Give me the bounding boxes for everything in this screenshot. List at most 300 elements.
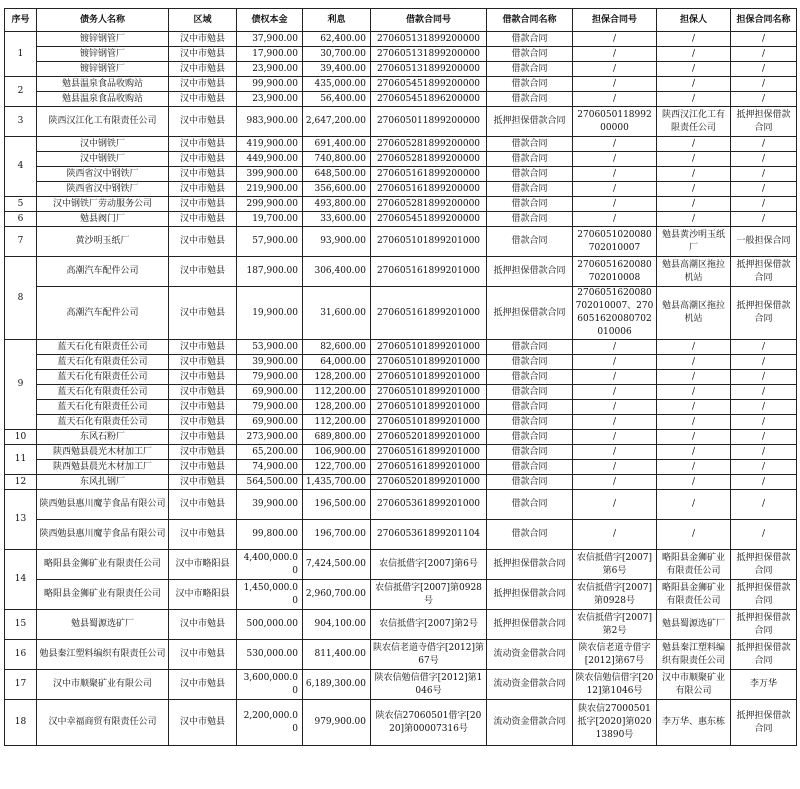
cell-loan-contract-name: 流动资金借款合同	[487, 700, 573, 746]
cell-guarantee-contract-no: /	[573, 197, 657, 212]
cell-guarantor: /	[657, 370, 731, 385]
cell-guarantee-contract-no: 农信抵借字[2007]第2号	[573, 610, 657, 640]
cell-guarantor: /	[657, 490, 731, 520]
cell-guarantee-contract-name: 抵押担保借款合同	[731, 107, 797, 137]
table-row	[5, 580, 797, 610]
cell-debtor: 勉县蜀源选矿厂	[37, 610, 169, 640]
cell-principal: 449,900.00	[237, 152, 303, 167]
cell-principal: 19,900.00	[237, 287, 303, 340]
cell-debtor: 陕西勉县惠川魔芋食品有限公司	[37, 490, 169, 520]
header-principal: 债权本金	[237, 9, 303, 32]
cell-debtor: 略阳县金狮矿业有限责任公司	[37, 580, 169, 610]
cell-guarantee-contract-no: /	[573, 77, 657, 92]
header-guarantee-contract-name: 担保合同名称	[731, 9, 797, 32]
table-row	[5, 640, 797, 670]
cell-principal: 219,900.00	[237, 182, 303, 197]
cell-guarantee-contract-no: /	[573, 152, 657, 167]
cell-interest: 689,800.00	[303, 430, 371, 445]
cell-region: 汉中市勉县	[169, 430, 237, 445]
cell-loan-contract-no: 270605201899201000	[371, 475, 487, 490]
cell-interest: 33,600.00	[303, 212, 371, 227]
cell-guarantee-contract-no: 陕农信27000501抵字[2020]第02013890号	[573, 700, 657, 746]
cell-guarantor: /	[657, 167, 731, 182]
cell-loan-contract-no: 270605361899201000	[371, 490, 487, 520]
cell-interest: 112,200.00	[303, 415, 371, 430]
cell-guarantor: 汉中市顺聚矿业有限公司	[657, 670, 731, 700]
table-row	[5, 197, 797, 212]
cell-region: 汉中市勉县	[169, 227, 237, 257]
cell-debtor: 陕西省汉中钢铁厂	[37, 182, 169, 197]
cell-loan-contract-name: 借款合同	[487, 400, 573, 415]
cell-guarantee-contract-name: /	[731, 152, 797, 167]
cell-interest: 740,800.00	[303, 152, 371, 167]
cell-guarantor: /	[657, 385, 731, 400]
cell-loan-contract-name: 借款合同	[487, 62, 573, 77]
cell-guarantee-contract-name: 抵押担保借款合同	[731, 257, 797, 287]
cell-loan-contract-no: 270605101899201000	[371, 227, 487, 257]
cell-guarantee-contract-name: /	[731, 212, 797, 227]
cell-loan-contract-no: 270605101899201000	[371, 400, 487, 415]
cell-region: 汉中市勉县	[169, 212, 237, 227]
header-guarantee-contract-no: 担保合同号	[573, 9, 657, 32]
cell-principal: 530,000.00	[237, 640, 303, 670]
cell-guarantor: 勉县高潮区拖拉机站	[657, 287, 731, 340]
cell-seq: 3	[5, 107, 37, 137]
cell-guarantor: 勉县黄沙明玉纸厂	[657, 227, 731, 257]
table-row	[5, 550, 797, 580]
cell-guarantor: /	[657, 32, 731, 47]
cell-loan-contract-name: 借款合同	[487, 197, 573, 212]
table-row	[5, 182, 797, 197]
cell-guarantee-contract-name: 抵押担保借款合同	[731, 610, 797, 640]
cell-guarantee-contract-no: /	[573, 182, 657, 197]
cell-loan-contract-no: 农信抵借字[2007]第6号	[371, 550, 487, 580]
cell-debtor: 蓝天石化有限责任公司	[37, 400, 169, 415]
cell-region: 汉中市勉县	[169, 400, 237, 415]
cell-seq: 8	[5, 257, 37, 340]
cell-seq: 16	[5, 640, 37, 670]
cell-principal: 23,900.00	[237, 62, 303, 77]
cell-loan-contract-name: 流动资金借款合同	[487, 670, 573, 700]
cell-loan-contract-no: 270605101899201000	[371, 340, 487, 355]
cell-guarantee-contract-name: /	[731, 77, 797, 92]
cell-seq: 10	[5, 430, 37, 445]
cell-guarantor: /	[657, 415, 731, 430]
cell-region: 汉中市勉县	[169, 137, 237, 152]
cell-debtor: 高潮汽车配件公司	[37, 287, 169, 340]
cell-guarantee-contract-name: /	[731, 370, 797, 385]
cell-debtor: 蓝天石化有限责任公司	[37, 385, 169, 400]
cell-principal: 983,900.00	[237, 107, 303, 137]
cell-seq: 7	[5, 227, 37, 257]
cell-region: 汉中市勉县	[169, 167, 237, 182]
cell-loan-contract-no: 陕农信勉信借字[2012]第1046号	[371, 670, 487, 700]
cell-guarantor: /	[657, 460, 731, 475]
cell-loan-contract-no: 270605161899201000	[371, 460, 487, 475]
cell-guarantee-contract-no: /	[573, 430, 657, 445]
cell-region: 汉中市勉县	[169, 640, 237, 670]
cell-guarantee-contract-no: /	[573, 415, 657, 430]
cell-region: 汉中市勉县	[169, 460, 237, 475]
cell-loan-contract-name: 借款合同	[487, 227, 573, 257]
cell-region: 汉中市勉县	[169, 182, 237, 197]
cell-seq: 9	[5, 340, 37, 430]
cell-principal: 2,200,000.00	[237, 700, 303, 746]
cell-principal: 3,600,000.00	[237, 670, 303, 700]
cell-loan-contract-name: 借款合同	[487, 182, 573, 197]
cell-principal: 187,900.00	[237, 257, 303, 287]
cell-seq: 11	[5, 445, 37, 475]
cell-guarantee-contract-name: 一般担保合同	[731, 227, 797, 257]
header-loan-contract-name: 借款合同名称	[487, 9, 573, 32]
cell-principal: 69,900.00	[237, 385, 303, 400]
cell-loan-contract-no: 270605451899200000	[371, 77, 487, 92]
cell-seq: 18	[5, 700, 37, 746]
cell-principal: 299,900.00	[237, 197, 303, 212]
cell-loan-contract-no: 农信抵借字[2007]第0928号	[371, 580, 487, 610]
cell-guarantor: /	[657, 400, 731, 415]
cell-loan-contract-name: 抵押担保借款合同	[487, 287, 573, 340]
cell-guarantee-contract-no: /	[573, 445, 657, 460]
cell-guarantor: /	[657, 62, 731, 77]
cell-guarantor: 勉县高潮区拖拉机站	[657, 257, 731, 287]
cell-interest: 112,200.00	[303, 385, 371, 400]
cell-guarantor: /	[657, 137, 731, 152]
cell-guarantor: /	[657, 92, 731, 107]
cell-guarantor: 略阳县金狮矿业有限责任公司	[657, 580, 731, 610]
cell-principal: 57,900.00	[237, 227, 303, 257]
cell-region: 汉中市勉县	[169, 62, 237, 77]
table-header-row	[5, 9, 797, 32]
cell-seq: 15	[5, 610, 37, 640]
cell-guarantee-contract-name: /	[731, 460, 797, 475]
cell-principal: 1,450,000.00	[237, 580, 303, 610]
cell-loan-contract-name: 借款合同	[487, 490, 573, 520]
cell-loan-contract-no: 270605281899200000	[371, 152, 487, 167]
cell-debtor: 陕西汉江化工有限责任公司	[37, 107, 169, 137]
header-region: 区域	[169, 9, 237, 32]
cell-guarantee-contract-no: 农信抵借字[2007]第6号	[573, 550, 657, 580]
cell-loan-contract-no: 270605101899201000	[371, 370, 487, 385]
cell-seq: 6	[5, 212, 37, 227]
cell-loan-contract-name: 借款合同	[487, 520, 573, 550]
cell-guarantee-contract-name: /	[731, 182, 797, 197]
cell-guarantee-contract-no: /	[573, 520, 657, 550]
cell-guarantor: /	[657, 475, 731, 490]
header-interest: 利息	[303, 9, 371, 32]
cell-guarantor: /	[657, 47, 731, 62]
cell-region: 汉中市勉县	[169, 77, 237, 92]
table-row	[5, 107, 797, 137]
cell-interest: 7,424,500.00	[303, 550, 371, 580]
cell-loan-contract-no: 270605281899200000	[371, 137, 487, 152]
cell-guarantee-contract-name: 抵押担保借款合同	[731, 550, 797, 580]
cell-region: 汉中市勉县	[169, 287, 237, 340]
cell-loan-contract-no: 270605131899200000	[371, 32, 487, 47]
cell-principal: 399,900.00	[237, 167, 303, 182]
cell-debtor: 镀锌钢管厂	[37, 62, 169, 77]
cell-seq: 5	[5, 197, 37, 212]
cell-interest: 128,200.00	[303, 370, 371, 385]
cell-guarantee-contract-no: /	[573, 137, 657, 152]
cell-loan-contract-no: 陕农信老道寺借字[2012]第67号	[371, 640, 487, 670]
cell-guarantor: /	[657, 520, 731, 550]
cell-seq: 13	[5, 490, 37, 550]
cell-interest: 39,400.00	[303, 62, 371, 77]
cell-guarantor: 陕西汉江化工有限责任公司	[657, 107, 731, 137]
cell-guarantee-contract-name: /	[731, 445, 797, 460]
cell-interest: 106,900.00	[303, 445, 371, 460]
cell-guarantee-contract-name: 抵押担保借款合同	[731, 580, 797, 610]
cell-principal: 79,900.00	[237, 400, 303, 415]
cell-guarantee-contract-name: /	[731, 520, 797, 550]
cell-guarantee-contract-no: /	[573, 370, 657, 385]
cell-loan-contract-name: 借款合同	[487, 137, 573, 152]
cell-interest: 811,400.00	[303, 640, 371, 670]
debt-table	[4, 8, 797, 746]
table-row	[5, 370, 797, 385]
cell-principal: 99,800.00	[237, 520, 303, 550]
cell-interest: 904,100.00	[303, 610, 371, 640]
cell-principal: 273,900.00	[237, 430, 303, 445]
cell-interest: 691,400.00	[303, 137, 371, 152]
cell-debtor: 高潮汽车配件公司	[37, 257, 169, 287]
cell-principal: 23,900.00	[237, 92, 303, 107]
cell-debtor: 汉中市顺聚矿业有限公司	[37, 670, 169, 700]
cell-interest: 62,400.00	[303, 32, 371, 47]
cell-interest: 56,400.00	[303, 92, 371, 107]
cell-guarantor: /	[657, 355, 731, 370]
cell-loan-contract-name: 借款合同	[487, 475, 573, 490]
cell-seq: 2	[5, 77, 37, 107]
cell-region: 汉中市勉县	[169, 92, 237, 107]
cell-interest: 2,960,700.00	[303, 580, 371, 610]
table-row	[5, 355, 797, 370]
cell-region: 汉中市勉县	[169, 520, 237, 550]
cell-loan-contract-name: 借款合同	[487, 415, 573, 430]
cell-region: 汉中市勉县	[169, 197, 237, 212]
cell-principal: 39,900.00	[237, 490, 303, 520]
cell-region: 汉中市勉县	[169, 340, 237, 355]
cell-guarantee-contract-no: /	[573, 400, 657, 415]
cell-region: 汉中市略阳县	[169, 580, 237, 610]
cell-loan-contract-name: 借款合同	[487, 355, 573, 370]
cell-guarantee-contract-name: /	[731, 355, 797, 370]
cell-guarantee-contract-no: /	[573, 167, 657, 182]
cell-loan-contract-no: 农信抵借字[2007]第2号	[371, 610, 487, 640]
cell-guarantor: /	[657, 445, 731, 460]
table-row	[5, 460, 797, 475]
cell-interest: 2,647,200.00	[303, 107, 371, 137]
cell-region: 汉中市勉县	[169, 475, 237, 490]
cell-debtor: 蓝天石化有限责任公司	[37, 415, 169, 430]
cell-principal: 19,700.00	[237, 212, 303, 227]
cell-interest: 30,700.00	[303, 47, 371, 62]
cell-guarantee-contract-no: /	[573, 32, 657, 47]
cell-principal: 65,200.00	[237, 445, 303, 460]
cell-interest: 64,000.00	[303, 355, 371, 370]
cell-region: 汉中市勉县	[169, 32, 237, 47]
cell-guarantee-contract-no: /	[573, 385, 657, 400]
table-row	[5, 475, 797, 490]
cell-principal: 564,500.00	[237, 475, 303, 490]
cell-principal: 419,900.00	[237, 137, 303, 152]
cell-guarantor: /	[657, 430, 731, 445]
cell-principal: 37,900.00	[237, 32, 303, 47]
cell-interest: 1,435,700.00	[303, 475, 371, 490]
cell-debtor: 镀锌钢管厂	[37, 32, 169, 47]
cell-loan-contract-no: 270605131899200000	[371, 47, 487, 62]
cell-guarantee-contract-no: 农信抵借字[2007]第0928号	[573, 580, 657, 610]
cell-interest: 6,189,300.00	[303, 670, 371, 700]
cell-debtor: 陕西勉县惠川魔芋食品有限公司	[37, 520, 169, 550]
cell-guarantor: 李万华、惠东栋	[657, 700, 731, 746]
cell-seq: 12	[5, 475, 37, 490]
table-row	[5, 137, 797, 152]
cell-loan-contract-no: 270605201899201000	[371, 430, 487, 445]
cell-interest: 122,700.00	[303, 460, 371, 475]
cell-principal: 99,900.00	[237, 77, 303, 92]
cell-guarantee-contract-name: /	[731, 32, 797, 47]
cell-loan-contract-name: 抵押担保借款合同	[487, 107, 573, 137]
table-row	[5, 430, 797, 445]
cell-region: 汉中市勉县	[169, 257, 237, 287]
table-row	[5, 152, 797, 167]
cell-loan-contract-no: 270605161899201000	[371, 257, 487, 287]
cell-guarantee-contract-no: 270605011899200000	[573, 107, 657, 137]
cell-guarantee-contract-name: /	[731, 92, 797, 107]
cell-loan-contract-no: 270605161899201000	[371, 445, 487, 460]
cell-guarantee-contract-no: /	[573, 340, 657, 355]
cell-region: 汉中市勉县	[169, 355, 237, 370]
cell-debtor: 勉县秦江塑料编织有限责任公司	[37, 640, 169, 670]
header-loan-contract-no: 借款合同号	[371, 9, 487, 32]
cell-guarantee-contract-no: 2706051620080702010007、2706051620080702010006	[573, 287, 657, 340]
cell-interest: 196,500.00	[303, 490, 371, 520]
cell-loan-contract-name: 借款合同	[487, 340, 573, 355]
cell-region: 汉中市勉县	[169, 107, 237, 137]
cell-principal: 79,900.00	[237, 370, 303, 385]
cell-guarantee-contract-name: /	[731, 340, 797, 355]
cell-principal: 69,900.00	[237, 415, 303, 430]
cell-loan-contract-no: 270605131899200000	[371, 62, 487, 77]
cell-loan-contract-no: 270605011899200000	[371, 107, 487, 137]
table-row	[5, 47, 797, 62]
cell-loan-contract-no: 270605161899201000	[371, 287, 487, 340]
cell-debtor: 陕西勉县晨光木材加工厂	[37, 445, 169, 460]
cell-principal: 4,400,000.00	[237, 550, 303, 580]
cell-guarantee-contract-name: /	[731, 475, 797, 490]
cell-interest: 979,900.00	[303, 700, 371, 746]
cell-loan-contract-no: 270605361899201104	[371, 520, 487, 550]
cell-region: 汉中市勉县	[169, 415, 237, 430]
cell-interest: 648,500.00	[303, 167, 371, 182]
cell-loan-contract-name: 借款合同	[487, 385, 573, 400]
cell-loan-contract-no: 270605451899200000	[371, 212, 487, 227]
table-row	[5, 62, 797, 77]
header-debtor: 债务人名称	[37, 9, 169, 32]
cell-guarantee-contract-name: /	[731, 490, 797, 520]
table-row	[5, 415, 797, 430]
cell-loan-contract-no: 270605101899201000	[371, 355, 487, 370]
cell-guarantee-contract-name: 抵押担保借款合同	[731, 700, 797, 746]
cell-loan-contract-name: 借款合同	[487, 460, 573, 475]
cell-guarantor: 勉县蜀源选矿厂	[657, 610, 731, 640]
table-row	[5, 287, 797, 340]
cell-guarantor: /	[657, 197, 731, 212]
table-row	[5, 445, 797, 460]
cell-loan-contract-name: 借款合同	[487, 167, 573, 182]
cell-loan-contract-name: 抵押担保借款合同	[487, 610, 573, 640]
cell-guarantor: /	[657, 77, 731, 92]
cell-principal: 39,900.00	[237, 355, 303, 370]
cell-loan-contract-name: 抵押担保借款合同	[487, 550, 573, 580]
cell-debtor: 陕西勉县晨光木材加工厂	[37, 460, 169, 475]
cell-loan-contract-name: 借款合同	[487, 430, 573, 445]
table-row	[5, 385, 797, 400]
cell-loan-contract-name: 抵押担保借款合同	[487, 580, 573, 610]
cell-loan-contract-no: 270605101899201000	[371, 415, 487, 430]
table-row	[5, 92, 797, 107]
cell-loan-contract-name: 借款合同	[487, 77, 573, 92]
cell-guarantee-contract-no: /	[573, 62, 657, 77]
header-seq: 序号	[5, 9, 37, 32]
cell-region: 汉中市勉县	[169, 670, 237, 700]
cell-guarantee-contract-name: 抵押担保借款合同	[731, 287, 797, 340]
cell-seq: 17	[5, 670, 37, 700]
cell-loan-contract-name: 借款合同	[487, 445, 573, 460]
cell-debtor: 陕西省汉中钢铁厂	[37, 167, 169, 182]
cell-debtor: 勉县阀门厂	[37, 212, 169, 227]
cell-loan-contract-name: 借款合同	[487, 212, 573, 227]
cell-guarantee-contract-name: /	[731, 430, 797, 445]
table-row	[5, 32, 797, 47]
cell-loan-contract-name: 借款合同	[487, 152, 573, 167]
cell-interest: 31,600.00	[303, 287, 371, 340]
cell-debtor: 勉县温泉食品收购站	[37, 77, 169, 92]
cell-loan-contract-no: 270605451896200000	[371, 92, 487, 107]
table-row	[5, 670, 797, 700]
cell-loan-contract-no: 270605101899201000	[371, 385, 487, 400]
cell-debtor: 镀锌钢管厂	[37, 47, 169, 62]
cell-guarantee-contract-name: /	[731, 385, 797, 400]
cell-debtor: 蓝天石化有限责任公司	[37, 370, 169, 385]
cell-region: 汉中市略阳县	[169, 550, 237, 580]
cell-guarantee-contract-no: /	[573, 212, 657, 227]
cell-guarantor: /	[657, 340, 731, 355]
cell-seq: 4	[5, 137, 37, 197]
table-row	[5, 167, 797, 182]
cell-debtor: 蓝天石化有限责任公司	[37, 340, 169, 355]
cell-loan-contract-name: 借款合同	[487, 32, 573, 47]
cell-region: 汉中市勉县	[169, 370, 237, 385]
cell-region: 汉中市勉县	[169, 445, 237, 460]
cell-guarantee-contract-name: /	[731, 197, 797, 212]
cell-guarantee-contract-no: /	[573, 92, 657, 107]
cell-guarantee-contract-no: 2706051620080702010008	[573, 257, 657, 287]
table-row	[5, 340, 797, 355]
cell-debtor: 东风石粉厂	[37, 430, 169, 445]
table-row	[5, 400, 797, 415]
cell-principal: 17,900.00	[237, 47, 303, 62]
cell-guarantee-contract-no: /	[573, 355, 657, 370]
cell-guarantor: /	[657, 152, 731, 167]
cell-guarantee-contract-no: /	[573, 490, 657, 520]
cell-debtor: 汉中钢铁厂劳动服务公司	[37, 197, 169, 212]
cell-interest: 128,200.00	[303, 400, 371, 415]
cell-guarantor: /	[657, 182, 731, 197]
cell-guarantee-contract-name: /	[731, 137, 797, 152]
